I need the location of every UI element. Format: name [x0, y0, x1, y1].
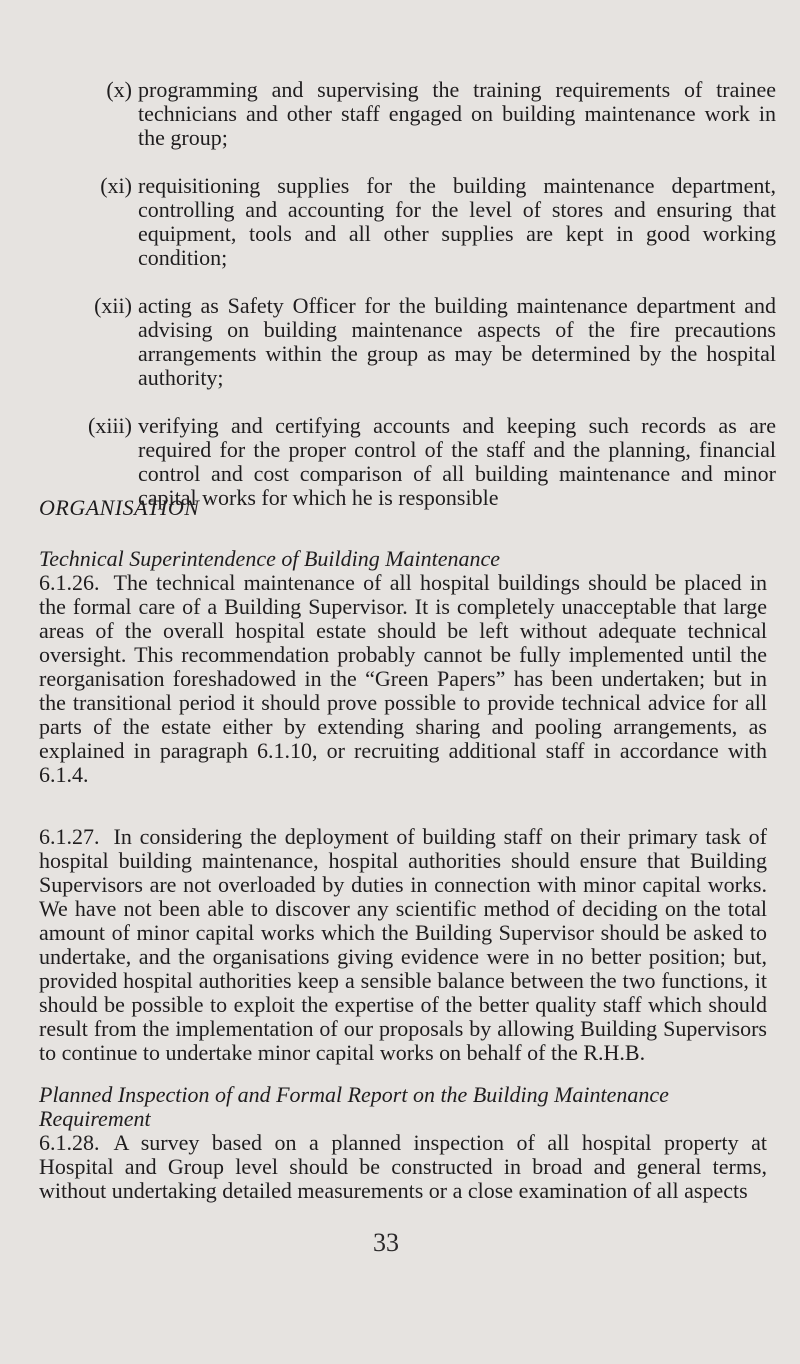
paragraph-text: The technical maintenance of all hospital buildings should be placed in the formal care of a Building Supervisor. It is completely unacceptable that large areas of the overall hospital estate should be left without adequate technical oversight. This recommendation probably cannot be fully implemented until the reorganisation foreshadowed in the “Green Papers” has been undertaken; but in the transitional period it should prove possible to provide technical advice for all parts of the estate either by extending sharing and pooling arrangements, as explained in paragraph 6.1.10, or recruiting additional staff in accordance with 6.1.4. — [39, 570, 767, 787]
list-item-text: verifying and certifying accounts and keeping such records as are required for the proper control of the staff and the planning, financial control and cost comparison of all building maintenance and minor capital works for which he is responsible — [138, 413, 776, 510]
paragraph-6-1-26 — [39, 571, 767, 787]
list-item-numeral: (xiii) — [88, 413, 132, 438]
list-item — [86, 294, 776, 390]
subsection-technical-superintendence — [39, 547, 767, 1065]
page-number: 33 — [373, 1228, 399, 1257]
list-item-text: requisitioning supplies for the building maintenance department, controlling and accounting for the level of stores and ensuring that equipment, tools and all other supplies are kept in good working condition; — [138, 173, 776, 270]
list-item-numeral: (xii) — [94, 293, 132, 318]
section-title: ORGANISATION — [39, 495, 200, 520]
paragraph-text: In considering the deployment of building staff on their primary task of hospital building maintenance, hospital authorities should ensure that Building Supervisors are not overloaded by duties in connection with minor capital works. We have not been able to discover any scientific method of deciding on the total amount of minor capital works which the Building Supervisor should be asked to undertake, and the organisations giving evidence were in no better position; but, provided hospital authorities keep a sensible balance between the two functions, it should be possible to exploit the expertise of the better quality staff which should result from the implementation of our proposals by allowing Building Supervisors to continue to undertake minor capital works on behalf of the R.H.B. — [39, 824, 767, 1065]
paragraph-number: 6.1.27. — [39, 824, 100, 849]
paragraph-6-1-28 — [39, 1131, 767, 1203]
subsection-heading: Planned Inspection of and Formal Report on the Building Maintenance Requirement — [39, 1082, 669, 1131]
list-item-text: programming and supervising the training requirements of trainee technicians and other staff engaged on building maintenance work in the group; — [138, 77, 776, 150]
duties-list — [86, 78, 776, 534]
subsection-planned-inspection — [39, 1083, 767, 1203]
list-item-numeral: (xi) — [100, 173, 132, 198]
list-item — [86, 78, 776, 150]
paragraph-number: 6.1.26. — [39, 570, 100, 595]
list-item — [86, 174, 776, 270]
list-item-numeral: (x) — [106, 77, 132, 102]
paragraph-text: A survey based on a planned inspection of all hospital property at Hospital and Group level should be constructed in broad and general terms, without undertaking detailed measurements or a close examination of all aspects — [39, 1130, 767, 1203]
list-item-text: acting as Safety Officer for the building maintenance department and advising on building maintenance aspects of the fire precautions arrangements within the group as may be determined by the hospital authority; — [138, 293, 776, 390]
paragraph-6-1-27 — [39, 825, 767, 1065]
paragraph-number: 6.1.28. — [39, 1130, 100, 1155]
subsection-heading: Technical Superintendence of Building Maintenance — [39, 546, 501, 571]
